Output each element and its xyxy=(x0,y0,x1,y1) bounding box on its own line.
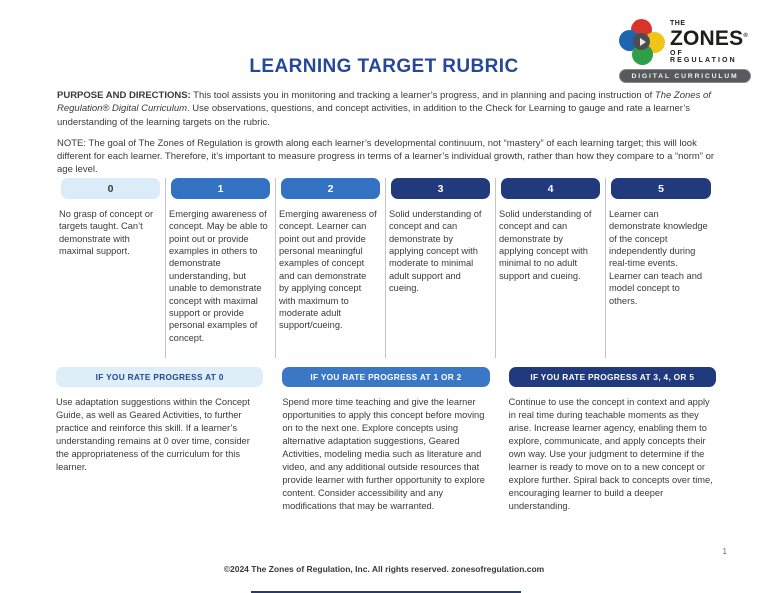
page-title: LEARNING TARGET RUBRIC xyxy=(249,56,519,77)
guidance-banner-2: IF YOU RATE PROGRESS AT 3, 4, OR 5 xyxy=(509,367,716,387)
rubric-column-0 xyxy=(56,178,166,358)
score-pill-5: 5 xyxy=(611,178,711,199)
play-button-icon xyxy=(633,33,650,50)
score-description-3: Solid understanding of concept and can demonstrate by applying concept with moderate to minimal adult support and cueing. xyxy=(389,209,482,294)
logo-the: THE xyxy=(670,20,686,27)
note-paragraph: NOTE: The goal of The Zones of Regulation is growth along each learner’s developmental continuum, not “mastery” of each learning target; this will look different for each learner. Therefore, it’s important to measure progress in terms of a learner’s individual growth, rather than how they compare to a “norm” or age level. xyxy=(57,137,715,176)
digital-curriculum-badge: DIGITAL CURRICULUM xyxy=(619,69,751,83)
rubric-column-1 xyxy=(166,178,276,358)
score-description-2: Emerging awareness of concept. Learner can point out and provide personal meaningful examples of concept and can demonstrate by applying concept with maximum to moderate adult support/cueing. xyxy=(279,209,377,331)
logo-of-regulation: OF REGULATION xyxy=(670,50,737,64)
score-description-4: Solid understanding of concept and can demonstrate by applying concept with minimal to no adult support and cueing. xyxy=(499,209,592,281)
rubric-table xyxy=(56,178,716,358)
page-number: 1 xyxy=(722,547,727,556)
guidance-progress-0 xyxy=(56,367,263,513)
guidance-section xyxy=(56,367,716,513)
logo-zones xyxy=(670,28,751,49)
score-description-1: Emerging awareness of concept. May be able to point out or provide examples in others to demonstrate understanding, but unable to demonstrate concept with maximal support or provide personal examples of concept. xyxy=(169,209,268,343)
score-description-5: Learner can demonstrate knowledge of the concept independently during real-time events. Learner can teach and model concept to others. xyxy=(609,209,708,306)
purpose-paragraph xyxy=(57,89,715,129)
guidance-text-2: Continue to use the concept in context and apply in real time during teachable moments as they arise. Increase learner agency, enabling them to explore, communicate, and apply concepts their own way. Use your judgment to determine if the learner is ready to move on to a new concept or explore further. Spiral back to concepts over time, encouraging learner to build a deeper understanding. xyxy=(508,397,713,512)
rubric-column-4 xyxy=(496,178,606,358)
registered-mark: ® xyxy=(743,33,748,39)
guidance-progress-3-4-5 xyxy=(509,367,716,513)
guidance-text-0: Use adaptation suggestions within the Concept Guide, as well as Geared Activities, to further practice and reinforce this skill. If a learner’s understanding remains at 0 over time, consider the appropriateness of the curriculum for this learner. xyxy=(56,397,250,473)
logo-zones-text: ZONES xyxy=(670,27,744,50)
score-pill-0: 0 xyxy=(61,178,160,199)
rubric-column-2 xyxy=(276,178,386,358)
guidance-text-1: Spend more time teaching and give the learner opportunities to apply this concept before moving on to the next one. Explore concepts using alternative adaptation suggestions, Geared Activities, modeling media such as literature and video, and any additional outside resources that provide learner with further opportunity to explore content. Consider accessibility and any modifications that may be warranted. xyxy=(282,397,485,512)
footer-copyright: ©2024 The Zones of Regulation, Inc. All rights reserved. zonesofregulation.com xyxy=(223,564,545,574)
score-pill-2: 2 xyxy=(281,178,380,199)
purpose-text-2: . Use observations, questions, and concept activities, in addition to the Check for Learning to gauge and rate a learner’s understanding of the learning targets on the rubric. xyxy=(57,103,690,128)
score-pill-3: 3 xyxy=(391,178,490,199)
intro-section xyxy=(57,89,715,185)
purpose-label: PURPOSE AND DIRECTIONS: xyxy=(57,90,191,101)
purpose-text-1: This tool assists you in monitoring and tracking a learner’s progress, and in planning and pacing instruction of xyxy=(190,90,655,101)
guidance-progress-1-2 xyxy=(282,367,489,513)
play-triangle-icon xyxy=(640,38,646,46)
guidance-banner-1: IF YOU RATE PROGRESS AT 1 OR 2 xyxy=(282,367,489,387)
score-pill-4: 4 xyxy=(501,178,600,199)
rubric-column-3 xyxy=(386,178,496,358)
score-description-0: No grasp of concept or targets taught. Can’t demonstrate with maximal support. xyxy=(59,209,154,257)
rubric-column-5 xyxy=(606,178,716,358)
score-pill-1: 1 xyxy=(171,178,270,199)
guidance-banner-0: IF YOU RATE PROGRESS AT 0 xyxy=(56,367,263,387)
purpose-italic: The Zones of Regulation® Digital Curriculum xyxy=(57,90,711,115)
